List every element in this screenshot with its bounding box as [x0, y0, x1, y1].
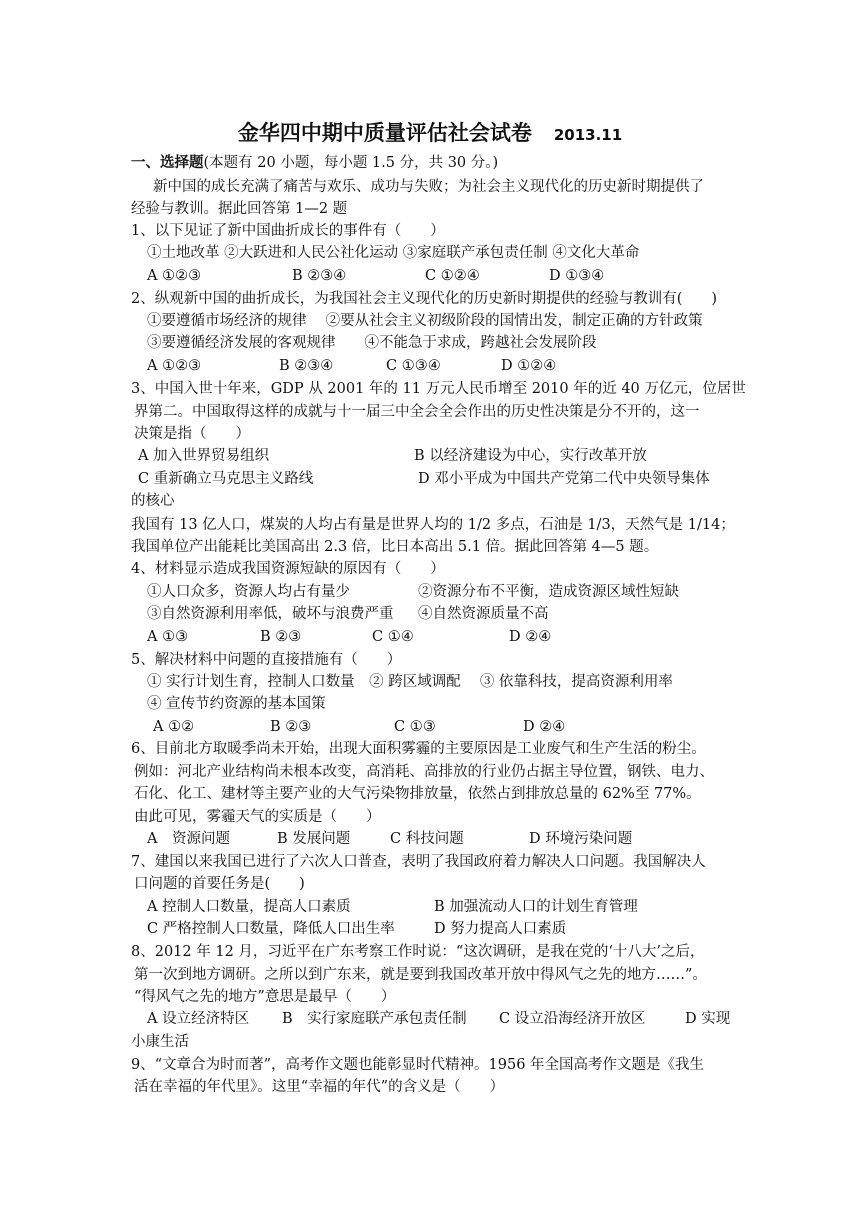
question-3-stem-1: 3、中国入世十年来，GDP 从 2001 年的 11 万元人民币增至 2010 年的近 40 万亿元，位居世 — [131, 381, 746, 397]
question-5-stem: 5、解决材料中问题的直接措施有（ ） — [131, 652, 402, 668]
question-1-items: ①土地改革 ②大跃进和人民公社化运动 ③家庭联产承包责任制 ④文化大革命 — [147, 245, 640, 261]
q3-option-c: C 重新确立马克思主义路线 — [138, 471, 314, 487]
title-text: 金华四中期中质量评估社会试卷 — [237, 121, 532, 145]
q8-option-b: B 实行家庭联产承包责任制 — [282, 1011, 467, 1027]
q8-option-d: D 实现 — [685, 1011, 731, 1027]
q2-option-c: C ①③④ — [386, 358, 441, 374]
question-2-items-1: ①要遵循市场经济的规律 ②要从社会主义初级阶段的国情出发，制定正确的方针政策 — [147, 313, 703, 329]
q1-option-b: B ②③④ — [292, 268, 347, 284]
q6-option-a: A 资源问题 — [147, 831, 230, 847]
question-6-stem-3: 石化、化工、建材等主要产业的大气污染物排放量，依然占到排放总量的 62%至 77%。 — [134, 786, 701, 802]
q6-option-c: C 科技问题 — [390, 831, 464, 847]
q1-option-c: C ①②④ — [425, 268, 480, 284]
q1-option-a: A ①②③ — [147, 268, 202, 284]
q2-option-b: B ②③④ — [279, 358, 334, 374]
exam-date: 2013.11 — [553, 126, 623, 144]
material-2-line-1: 我国有 13 亿人口，煤炭的人均占有量是世界人均的 1/2 多点，石油是 1/3，天然气是 1/14； — [131, 517, 735, 533]
q3-option-b: B 以经济建设为中心，实行改革开放 — [414, 448, 647, 464]
question-5-items-2: ④ 宣传节约资源的基本国策 — [147, 696, 326, 712]
q8-option-c: C 设立沿海经济开放区 — [499, 1011, 646, 1027]
q4-option-a: A ①③ — [147, 629, 189, 645]
q5-option-b: B ②③ — [270, 719, 312, 735]
q7-option-c: C 严格控制人口数量，降低人口出生率 — [147, 921, 395, 937]
question-6-stem-2: 例如：河北产业结构尚未根本改变，高消耗、高排放的行业仍占据主导位置，钢铁、电力、 — [134, 764, 714, 780]
question-2-stem: 2、纵观新中国的曲折成长，为我国社会主义现代化的历史新时期提供的经验与教训有( ) — [131, 291, 718, 307]
q5-option-d: D ②④ — [523, 719, 566, 735]
q4-item-4: ④自然资源质量不高 — [418, 606, 549, 622]
question-9-stem-1: 9、“文章合为时而著”，高考作文题也能彰显时代精神。1956 年全国高考作文题是《我生 — [131, 1057, 705, 1073]
q8-option-a: A 设立经济特区 — [147, 1011, 250, 1027]
question-6-stem-4: 由此可见，雾霾天气的实质是（ ） — [134, 809, 381, 825]
q6-option-d: D 环境污染问题 — [529, 831, 633, 847]
q4-option-b: B ②③ — [260, 629, 302, 645]
section-label: 一、选择题 — [131, 155, 204, 171]
q4-option-c: C ①④ — [372, 629, 414, 645]
question-5-items-1: ① 实行计划生育，控制人口数量 ② 跨区域调配 ③ 依靠科技，提高资源利用率 — [147, 674, 673, 690]
q2-option-d: D ①②④ — [501, 358, 557, 374]
question-2-items-2: ③要遵循经济发展的客观规律 ④不能急于求成，跨越社会发展阶段 — [147, 335, 597, 351]
q2-option-a: A ①②③ — [147, 358, 202, 374]
question-8-stem-3: “得风气之先的地方”意思是最早（ ） — [134, 989, 396, 1005]
section-note: (本题有 20 小题，每小题 1.5 分，共 30 分。) — [203, 155, 499, 171]
q3-option-d-tail: 的核心 — [131, 493, 175, 509]
q5-option-c: C ①③ — [394, 719, 436, 735]
q5-option-a: A ①② — [153, 719, 195, 735]
q1-option-d: D ①③④ — [549, 268, 605, 284]
material-2-line-2: 我国单位产出能耗比美国高出 2.3 倍，比日本高出 5.1 倍。据此回答第 4—5 题。 — [131, 539, 659, 555]
question-8-stem-1: 8、2012 年 12 月，习近平在广东考察工作时说：“这次调研，是我在党的‘十八大’之后， — [131, 944, 705, 960]
question-6-stem-1: 6、目前北方取暖季尚未开始，出现大面积雾霾的主要原因是工业废气和生产生活的粉尘。 — [131, 741, 706, 757]
material-1-line-2: 经验与教训。据此回答第 1—2 题 — [131, 201, 348, 217]
q4-item-2: ②资源分布不平衡，造成资源区域性短缺 — [418, 584, 679, 600]
question-8-stem-2: 第一次到地方调研。之所以到广东来，就是要到我国改革开放中得风气之先的地方……”。 — [134, 967, 707, 983]
exam-title — [0, 117, 860, 147]
question-1-stem: 1、以下见证了新中国曲折成长的事件有（ ） — [131, 223, 445, 239]
section-header — [131, 153, 498, 173]
q3-option-a: A 加入世界贸易组织 — [138, 448, 270, 464]
q7-option-a: A 控制人口数量，提高人口素质 — [147, 899, 351, 915]
q6-option-b: B 发展问题 — [277, 831, 351, 847]
q7-option-b: B 加强流动人口的计划生育管理 — [434, 899, 638, 915]
material-1-line-1: 新中国的成长充满了痛苦与欢乐、成功与失败；为社会主义现代化的历史新时期提供了 — [153, 179, 704, 195]
q4-item-3: ③自然资源利用率低，破坏与浪费严重 — [147, 606, 394, 622]
question-7-stem-1: 7、建国以来我国已进行了六次人口普查，表明了我国政府着力解决人口问题。我国解决人 — [131, 854, 706, 870]
question-3-stem-3: 决策是指（ ） — [134, 426, 250, 442]
q4-option-d: D ②④ — [509, 629, 552, 645]
q3-option-d: D 邓小平成为中国共产党第二代中央领导集体 — [418, 471, 710, 487]
question-9-stem-2: 活在幸福的年代里》。这里“幸福的年代”的含义是（ ） — [134, 1079, 505, 1095]
q8-option-d-tail: 小康生活 — [131, 1034, 189, 1050]
q4-item-1: ①人口众多，资源人均占有量少 — [147, 584, 350, 600]
q7-option-d: D 努力提高人口素质 — [434, 921, 567, 937]
question-4-stem: 4、材料显示造成我国资源短缺的原因有（ ） — [131, 561, 445, 577]
question-7-stem-2: 口问题的首要任务是( ) — [134, 876, 305, 892]
question-3-stem-2: 界第二。中国取得这样的成就与十一届三中全会全会作出的历史性决策是分不开的，这一 — [134, 404, 700, 420]
